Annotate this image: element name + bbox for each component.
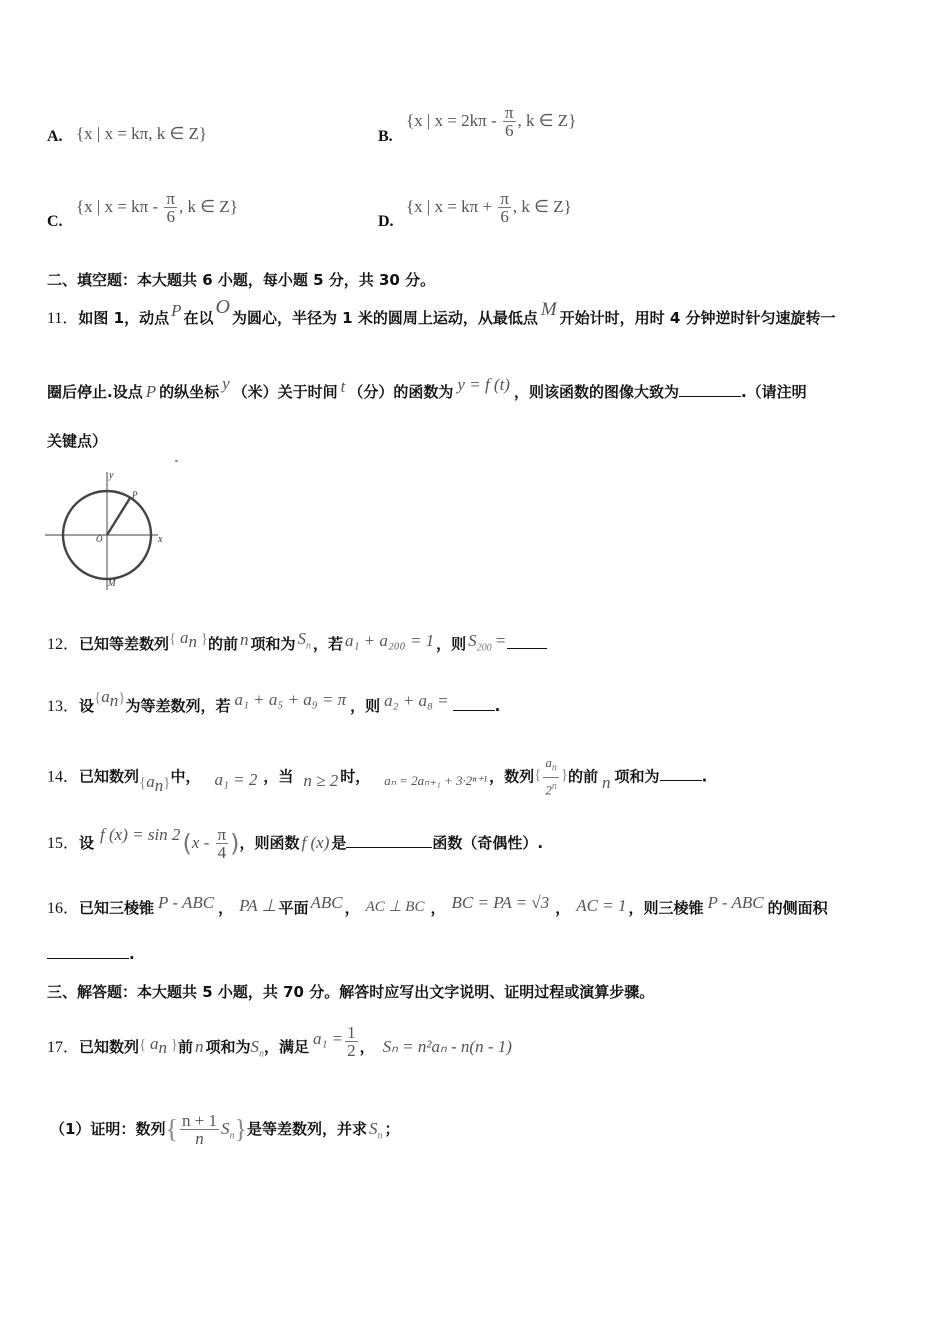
q11-line1: [47, 296, 836, 329]
var-p: P: [145, 382, 157, 401]
q13-condition: a₁ + a₅ + a₉ = π: [234, 690, 347, 709]
var-t: t: [340, 377, 346, 396]
option-b-expr: [406, 104, 576, 139]
sup-n: n: [551, 780, 557, 792]
sub-n: n: [188, 632, 197, 651]
frac-den: n: [195, 1129, 204, 1148]
part1-end: ；: [384, 1120, 400, 1138]
answer-blank: [346, 833, 432, 848]
q17-a1: a₁ =: [312, 1029, 344, 1048]
q11-line2: [47, 374, 807, 402]
frac-num: [543, 754, 559, 778]
section2-heading: 二、填空题：本大题共 6 小题，每小题 5 分，共 30 分。: [47, 271, 436, 289]
frac-den: 2: [347, 1041, 356, 1060]
answer-blank: [507, 634, 547, 649]
frac-den: 4: [217, 843, 227, 862]
q13-target: a₂ + a₈ =: [384, 691, 449, 710]
frac-num: π: [500, 189, 509, 208]
q16-line1: [47, 893, 828, 919]
q14-condition: n ≥ 2: [303, 771, 339, 791]
q14-text: 中，: [170, 767, 201, 786]
var-n: n: [194, 1037, 204, 1056]
part1-text: （1）证明：数列: [50, 1120, 166, 1138]
circle-figure: [40, 460, 180, 595]
seq-an: $\{a_n\}$: [94, 687, 126, 710]
q12-text: 的前: [207, 635, 238, 653]
var-a: a: [545, 755, 552, 770]
q11-text: （分）的函数为: [348, 383, 454, 401]
q11-text: 的纵坐标: [159, 383, 220, 401]
q16-text: ，则三棱锥: [628, 899, 704, 917]
func-y-ft: y = f (t): [457, 375, 510, 394]
q15-text: 是: [331, 834, 347, 852]
q13-line: [47, 687, 501, 720]
right-brace: }: [234, 1114, 248, 1144]
s200: [468, 631, 506, 654]
sub-n: n: [551, 762, 557, 774]
q12-text: 已知等差数列: [79, 635, 170, 653]
q17-text: ，: [359, 1038, 375, 1056]
var-a: a: [101, 687, 110, 706]
radius-op: [107, 498, 130, 535]
q15-text: ，则函数: [239, 834, 300, 852]
q11-line3: 关键点）: [47, 432, 108, 450]
left-paren: (: [182, 829, 192, 858]
answer-blank: [453, 696, 495, 711]
option-c-expr: [76, 190, 238, 225]
frac-num: π: [504, 103, 514, 122]
pi-over-6: [164, 190, 177, 225]
fig-label-o: O: [96, 534, 103, 544]
option-b-left: {x | x = 2kπ -: [406, 111, 501, 130]
var-sn: [221, 1119, 235, 1142]
sub-n: n: [109, 691, 119, 710]
option-c-left: {x | x = kπ -: [76, 197, 163, 216]
var-p: P: [171, 301, 182, 320]
q14-text: ，数列: [489, 767, 535, 786]
q16-ac-perp-bc: AC ⊥ BC: [365, 899, 425, 915]
q14-end: .: [701, 767, 708, 786]
q17-part1: [50, 1112, 400, 1147]
q17-sn-relation: Sₙ = n²aₙ - n(n - 1): [382, 1037, 512, 1056]
frac-num: n + 1: [181, 1111, 218, 1130]
q17-text: 前: [177, 1038, 193, 1056]
q13-number: 13．: [47, 698, 80, 715]
q16-text: ，: [344, 899, 360, 917]
var-s: S: [221, 1119, 230, 1138]
q11-text: ，则该函数的图像大致为: [513, 383, 679, 401]
q13-text: 为等差数列，若: [125, 697, 231, 715]
q11-text: 如图 1，动点: [78, 309, 170, 327]
q15-text: 设: [79, 834, 95, 852]
q17-number: 17．: [47, 1039, 80, 1056]
answer-blank: [679, 382, 741, 397]
q16-text: 平面: [278, 899, 309, 917]
frac-num: π: [166, 189, 175, 208]
frac-den: 2$^n$: [545, 780, 557, 797]
q14-a1: a₁ = 2: [214, 770, 258, 790]
pi-over-4: [216, 826, 229, 861]
left-brace: {: [165, 1114, 178, 1144]
q13-end: .: [494, 697, 501, 715]
option-d-expr: [406, 190, 572, 225]
frac-den: 6: [500, 207, 509, 226]
q11-text: 在以: [183, 309, 214, 327]
pi-over-6: [503, 104, 516, 139]
option-d-right: , k ∈ Z}: [512, 197, 572, 216]
q16-text: ，: [218, 899, 234, 917]
var-o: O: [215, 296, 230, 318]
q16-text: ，: [555, 899, 571, 917]
q16-text: 已知三棱锥: [79, 899, 155, 917]
sub-n: n: [158, 1038, 167, 1057]
q14-text: ，当: [263, 767, 294, 786]
frac-an-2n: [543, 754, 559, 798]
answer-blank: [660, 766, 702, 781]
q12-condition: a₁ + a₂₀₀ = 1: [344, 631, 435, 650]
one-half: [345, 1024, 358, 1059]
var-m: M: [540, 299, 557, 320]
sub-n: n: [377, 1130, 383, 1142]
q11-number: 11．: [47, 310, 79, 327]
q17-text: 项和为: [205, 1038, 251, 1056]
q11-text: 开始计时，用时 4 分钟逆时针匀速旋转一: [559, 309, 836, 327]
q15-func: f (x) = sin 2: [100, 825, 181, 844]
right-paren: ): [230, 829, 240, 858]
q14-text: 项和为: [614, 767, 660, 786]
q14-text: 已知数列: [79, 767, 140, 786]
pi-over-6: [498, 190, 511, 225]
var-a: a: [149, 1034, 159, 1053]
option-c-label: C.: [47, 213, 63, 230]
q15-line: [47, 826, 543, 861]
var-sn: [297, 629, 311, 652]
q16-abc: ABC: [310, 893, 343, 912]
option-d-label: D.: [378, 213, 394, 230]
option-a-label: A.: [47, 128, 63, 145]
q17-text: 已知数列: [79, 1038, 140, 1056]
q12-text: 项和为: [250, 635, 296, 653]
var-s: S: [369, 1119, 378, 1138]
q16-line2: [47, 944, 135, 964]
q14-text: 时，: [340, 767, 371, 786]
q17-text: ，满足: [263, 1038, 309, 1056]
q14-recurrence: aₙ = 2aₙ₊₁ + 3·2ⁿ⁺¹: [384, 773, 488, 789]
section3-heading: 三、解答题：本大题共 5 小题，共 70 分。解答时应写出文字说明、证明过程或演算步骤。: [47, 983, 655, 1001]
q16-number: 16．: [47, 900, 80, 917]
q11-text: （米）关于时间: [232, 383, 338, 401]
seq-an-over-2n: { $\frac{a_n}{2^n}$ }: [534, 755, 569, 797]
q16-end: .: [129, 945, 135, 963]
q11-text: .（请注明: [740, 383, 807, 401]
q16-text: 的侧面积: [767, 899, 828, 917]
q14-number: 14．: [47, 768, 80, 786]
q16-text: ，: [430, 899, 446, 917]
var-a: a: [179, 628, 189, 647]
q15-arg: x -: [191, 833, 214, 852]
q12-number: 12．: [47, 636, 80, 653]
q16-pabc: P - ABC: [158, 893, 215, 912]
var-n: n: [239, 630, 249, 649]
equals: =: [491, 631, 506, 650]
sub-200: 200: [476, 642, 492, 654]
frac-num: 1: [347, 1023, 356, 1042]
var-sn: [369, 1119, 383, 1142]
frac-den: 6: [504, 121, 514, 140]
q15-number: 15．: [47, 835, 80, 852]
frac-num: π: [217, 825, 227, 844]
fig-label-p: P: [132, 490, 138, 500]
q16-bc-pa: BC = PA = √3: [451, 893, 550, 912]
q15-fx: f (x): [301, 833, 330, 852]
option-a-expr: {x | x = kπ, k ∈ Z}: [76, 124, 208, 143]
q14-text: 的前: [568, 767, 599, 786]
q12-text: ，则: [436, 635, 467, 653]
q16-ac: AC = 1: [576, 896, 627, 915]
sub-n: n: [258, 1048, 264, 1060]
var-s: S: [297, 629, 306, 648]
q15-text: 函数（奇偶性）.: [432, 834, 544, 852]
option-d-left: {x | x = kπ +: [406, 197, 497, 216]
fig-label-y: y: [109, 470, 114, 481]
option-b-label: B.: [378, 128, 393, 145]
option-c-right: , k ∈ Z}: [179, 197, 238, 216]
frac-n1-n: [180, 1112, 219, 1147]
q13-text: ，则: [350, 697, 381, 715]
q13-text: 设: [79, 697, 95, 715]
fig-label-m: M: [108, 578, 116, 588]
seq-an: { $a_n$ }: [169, 628, 208, 651]
var-s: S: [250, 1037, 259, 1056]
q14-line: [47, 756, 707, 800]
var-n: n: [602, 773, 611, 793]
seq-an: { $a_n$ }: [139, 1034, 178, 1057]
seq-an: $\{a_n\}$: [139, 772, 171, 796]
var-y: y: [222, 374, 230, 393]
var-s: S: [468, 631, 477, 650]
frac-den: 6: [166, 207, 175, 226]
sub-n: n: [154, 776, 164, 796]
var-sn: [250, 1037, 264, 1060]
answer-blank: [47, 944, 129, 959]
sub-n: n: [229, 1130, 235, 1142]
fig-label-x: x: [158, 534, 163, 545]
option-b-right: , k ∈ Z}: [517, 111, 577, 130]
q12-text: ，若: [312, 635, 343, 653]
q12-line: [47, 628, 547, 661]
q16-pa-perp: PA ⊥: [239, 896, 277, 915]
q16-pabc: P - ABC: [707, 893, 764, 912]
q17-line: [47, 1023, 516, 1065]
part1-text: 是等差数列，并求: [247, 1120, 368, 1138]
var-a: a: [146, 772, 155, 792]
q11-text: 为圆心，半径为 1 米的圆周上运动，从最低点: [231, 309, 538, 327]
sub-n: n: [305, 640, 311, 652]
q11-text: 圈后停止.设点: [47, 383, 143, 401]
